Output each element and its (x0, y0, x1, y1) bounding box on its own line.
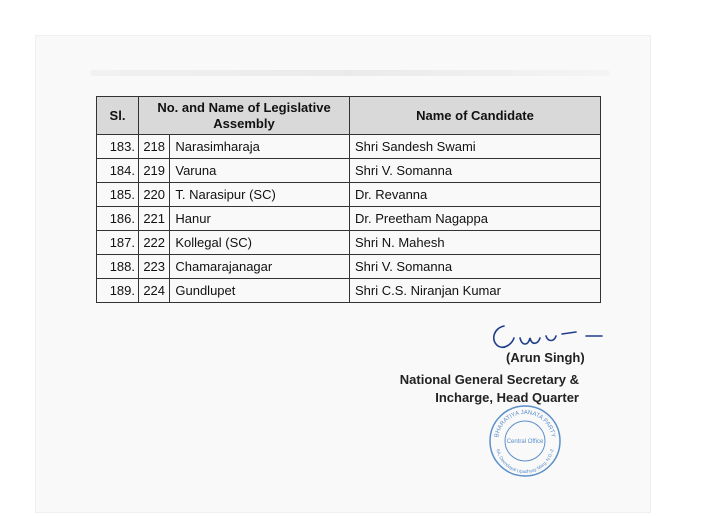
row-assembly-name: Narasimharaja (170, 135, 350, 159)
row-assembly-number: 221 (139, 207, 170, 231)
row-candidate-name: Shri V. Somanna (350, 255, 601, 279)
seal-bottom-text: 6A, Deendayal Upadhyay Marg, N.D.-2 (495, 448, 555, 475)
faded-header-text (90, 70, 610, 76)
row-sl: 187. (97, 231, 139, 255)
table-row (97, 207, 601, 231)
table-row (97, 135, 601, 159)
seal-top-text: BHARATIYA JANATA PARTY (494, 409, 556, 439)
row-sl: 186. (97, 207, 139, 231)
row-sl: 188. (97, 255, 139, 279)
row-candidate-name: Dr. Preetham Nagappa (350, 207, 601, 231)
row-sl: 184. (97, 159, 139, 183)
header-assembly-label: No. and Name of Legislative Assembly (157, 99, 331, 131)
header-assembly (139, 97, 350, 135)
row-sl: 189. (97, 279, 139, 303)
table-row (97, 255, 601, 279)
row-assembly-number: 224 (139, 279, 170, 303)
row-candidate-name: Dr. Revanna (350, 183, 601, 207)
seal-center-text: Central Office (506, 439, 544, 445)
row-sl: 183. (97, 135, 139, 159)
row-candidate-name: Shri Sandesh Swami (350, 135, 601, 159)
row-assembly-number: 219 (139, 159, 170, 183)
row-candidate-name: Shri C.S. Niranjan Kumar (350, 279, 601, 303)
table-row (97, 231, 601, 255)
party-seal (488, 404, 562, 478)
row-candidate-name: Shri N. Mahesh (350, 231, 601, 255)
row-assembly-number: 218 (139, 135, 170, 159)
table-row (97, 279, 601, 303)
row-assembly-number: 222 (139, 231, 170, 255)
row-assembly-name: Varuna (170, 159, 350, 183)
row-candidate-name: Shri V. Somanna (350, 159, 601, 183)
header-candidate: Name of Candidate (350, 97, 601, 135)
row-sl: 185. (97, 183, 139, 207)
header-sl: Sl. (97, 97, 139, 135)
row-assembly-name: T. Narasipur (SC) (170, 183, 350, 207)
row-assembly-name: Hanur (170, 207, 350, 231)
signatory-title-line2: Incharge, Head Quarter (435, 390, 579, 405)
candidate-table (96, 96, 601, 303)
row-assembly-name: Kollegal (SC) (170, 231, 350, 255)
signatory-name: (Arun Singh) (506, 350, 585, 365)
table-row (97, 183, 601, 207)
row-assembly-number: 223 (139, 255, 170, 279)
row-assembly-name: Gundlupet (170, 279, 350, 303)
row-assembly-number: 220 (139, 183, 170, 207)
table-header-row (97, 97, 601, 135)
row-assembly-name: Chamarajanagar (170, 255, 350, 279)
signatory-title-line1: National General Secretary & (399, 372, 579, 387)
table-row (97, 159, 601, 183)
